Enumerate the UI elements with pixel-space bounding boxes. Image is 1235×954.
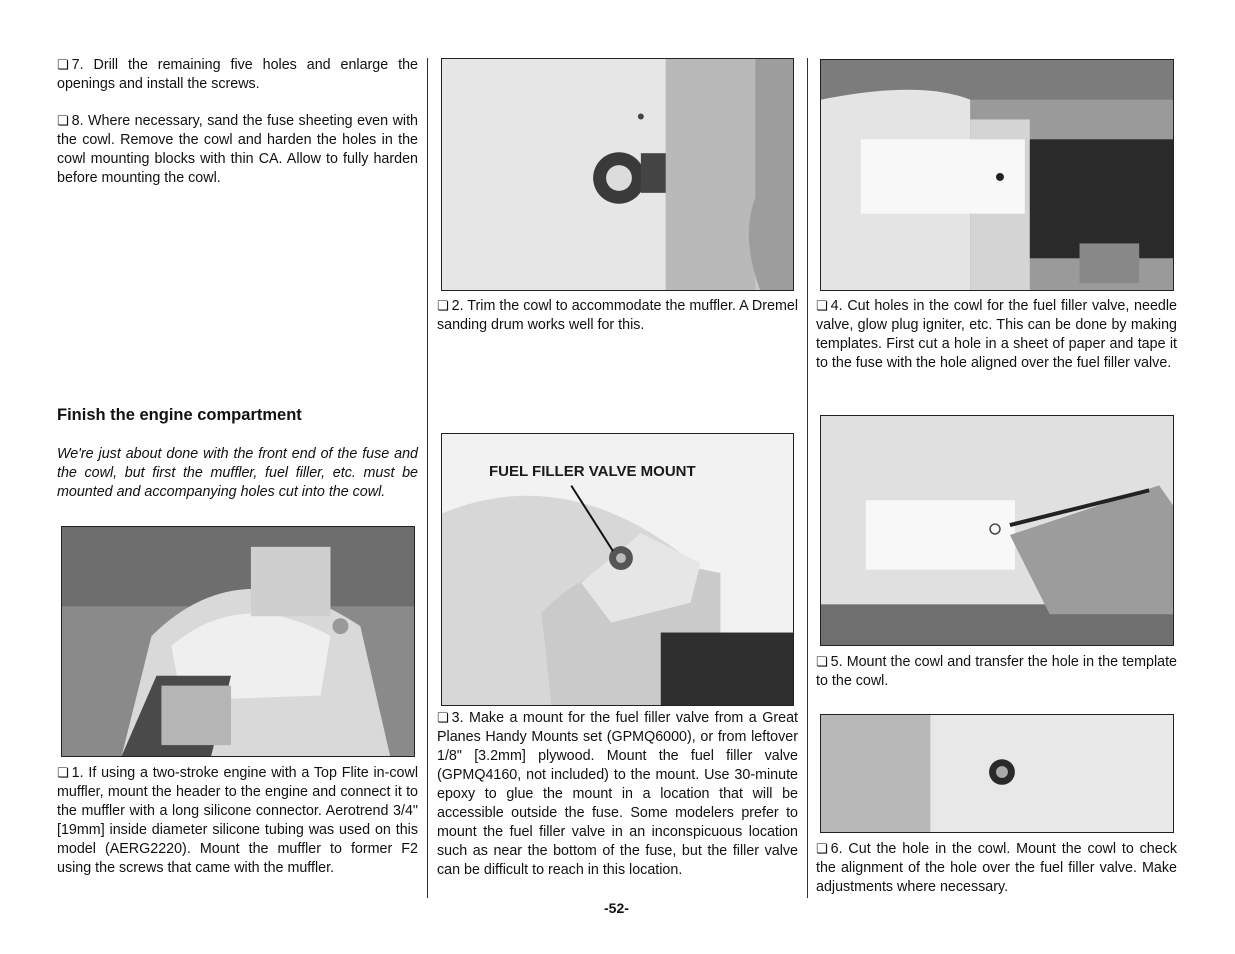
cut-hole-photo xyxy=(820,714,1174,833)
checkbox-icon[interactable]: ❏ xyxy=(816,655,828,670)
page-number: -52- xyxy=(604,900,629,916)
step-6-text: ❏ 6. Cut the hole in the cowl. Mount the cowl to check the alignment of the hole over the fuel filler valve. Make adjustments where necessary. xyxy=(816,841,1177,895)
section-heading: Finish the engine compartment xyxy=(57,406,302,424)
checkbox-icon[interactable]: ❏ xyxy=(57,58,69,73)
checkbox-icon[interactable]: ❏ xyxy=(816,842,828,857)
checkbox-icon[interactable]: ❏ xyxy=(57,114,69,129)
transfer-hole-photo xyxy=(820,415,1174,646)
cowl-template-photo xyxy=(820,59,1174,291)
step-3-text: ❏ 3. Make a mount for the fuel filler valve from a Great Planes Handy Mounts set (GPMQ6000), or from leftover 1/8" [3.2mm] plywood. Mount the fuel filler valve (GPMQ4160, not included) to the mount. Use 30-minute epoxy to glue the mount in a location that will be accessible outside the fuse. Some modelers prefer to mount the fuel filler valve in an inconspicuous location such as near the bottom of the fuse, but the filler valve can be difficult to reach in this location. xyxy=(437,710,798,878)
fuel-filler-mount-photo xyxy=(441,433,794,706)
checkbox-icon[interactable]: ❏ xyxy=(816,299,828,314)
engine-muffler-photo xyxy=(61,526,415,757)
step-1-text: ❏ 1. If using a two-stroke engine with a Top Flite in-cowl muffler, mount the header to the engine and connect it to the muffler with a long silicone connector. Aerotrend 3/4" [19mm] inside diameter silicone tubing was used on this model (AERG2220). Mount the muffler to former F2 using the screws that came with the muffler. xyxy=(57,765,418,876)
column-divider-left xyxy=(427,58,428,898)
cowl-trim-photo xyxy=(441,58,794,291)
step-7-text: ❏ 7. Drill the remaining five holes and enlarge the openings and install the screws. xyxy=(57,57,418,92)
step-2-text: ❏ 2. Trim the cowl to accommodate the muffler. A Dremel sanding drum works well for this. xyxy=(437,298,798,333)
checkbox-icon[interactable]: ❏ xyxy=(437,299,449,314)
checkbox-icon[interactable]: ❏ xyxy=(437,711,449,726)
checkbox-icon[interactable]: ❏ xyxy=(57,766,69,781)
step-4-text: ❏ 4. Cut holes in the cowl for the fuel filler valve, needle valve, glow plug igniter, etc. This can be done by making templates. First cut a hole in a sheet of paper and tape it to the fuse with the hole aligned over the fuel filler valve. xyxy=(816,298,1177,371)
step-8-text: ❏ 8. Where necessary, sand the fuse sheeting even with the cowl. Remove the cowl and harden the holes in the cowl mounting blocks with thin CA. Allow to fully harden before mounting the cowl. xyxy=(57,113,418,186)
section-intro: We're just about done with the front end of the fuse and the cowl, but first the muffler, fuel filler, etc. must be mounted and accompanying holes cut into the cowl. xyxy=(57,446,418,500)
column-divider-right xyxy=(807,58,808,898)
fuel-filler-label: FUEL FILLER VALVE MOUNT xyxy=(489,463,696,480)
step-5-text: ❏ 5. Mount the cowl and transfer the hole in the template to the cowl. xyxy=(816,654,1177,689)
